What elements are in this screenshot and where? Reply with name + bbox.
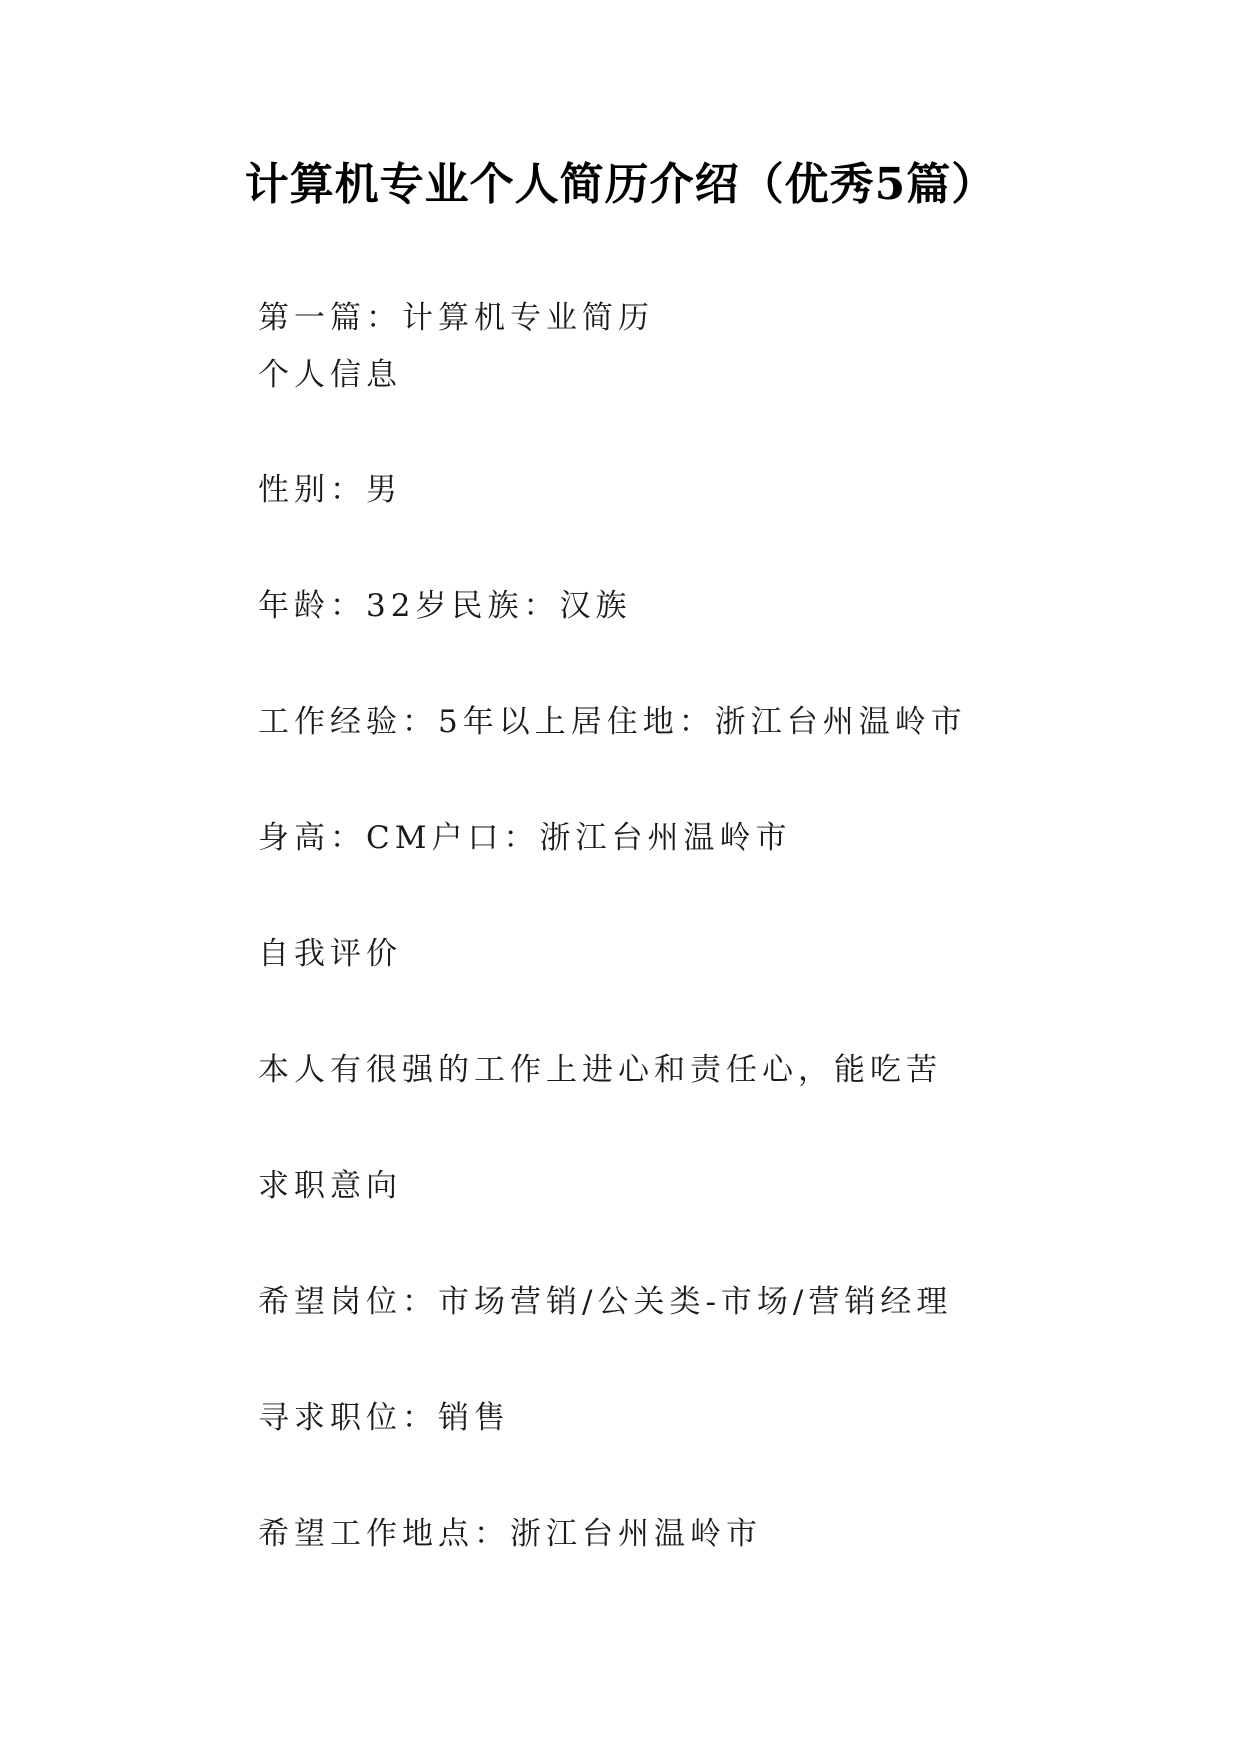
line-gender: 性别：男 (258, 472, 402, 508)
line-age-ethnicity: 年龄：32岁民族：汉族 (258, 588, 632, 624)
line-height-hukou: 身高：CM户口：浙江台州温岭市 (258, 820, 792, 856)
line-desired-location: 希望工作地点：浙江台州温岭市 (258, 1516, 762, 1552)
subheading-self-evaluation: 自我评价 (258, 936, 402, 972)
line-experience-residence: 工作经验：5年以上居住地：浙江台州温岭市 (258, 704, 967, 740)
line-desired-position: 希望岗位：市场营销/公关类-市场/营销经理 (258, 1284, 953, 1320)
subheading-job-intention: 求职意向 (258, 1168, 402, 1204)
line-seeking-role: 寻求职位：销售 (258, 1400, 510, 1436)
line-self-evaluation: 本人有很强的工作上进心和责任心，能吃苦 (258, 1052, 942, 1088)
section-heading-first: 第一篇：计算机专业简历 (258, 300, 654, 336)
document-title: 计算机专业个人简历介绍（优秀5篇） (244, 159, 997, 210)
subheading-personal-info: 个人信息 (258, 357, 402, 393)
